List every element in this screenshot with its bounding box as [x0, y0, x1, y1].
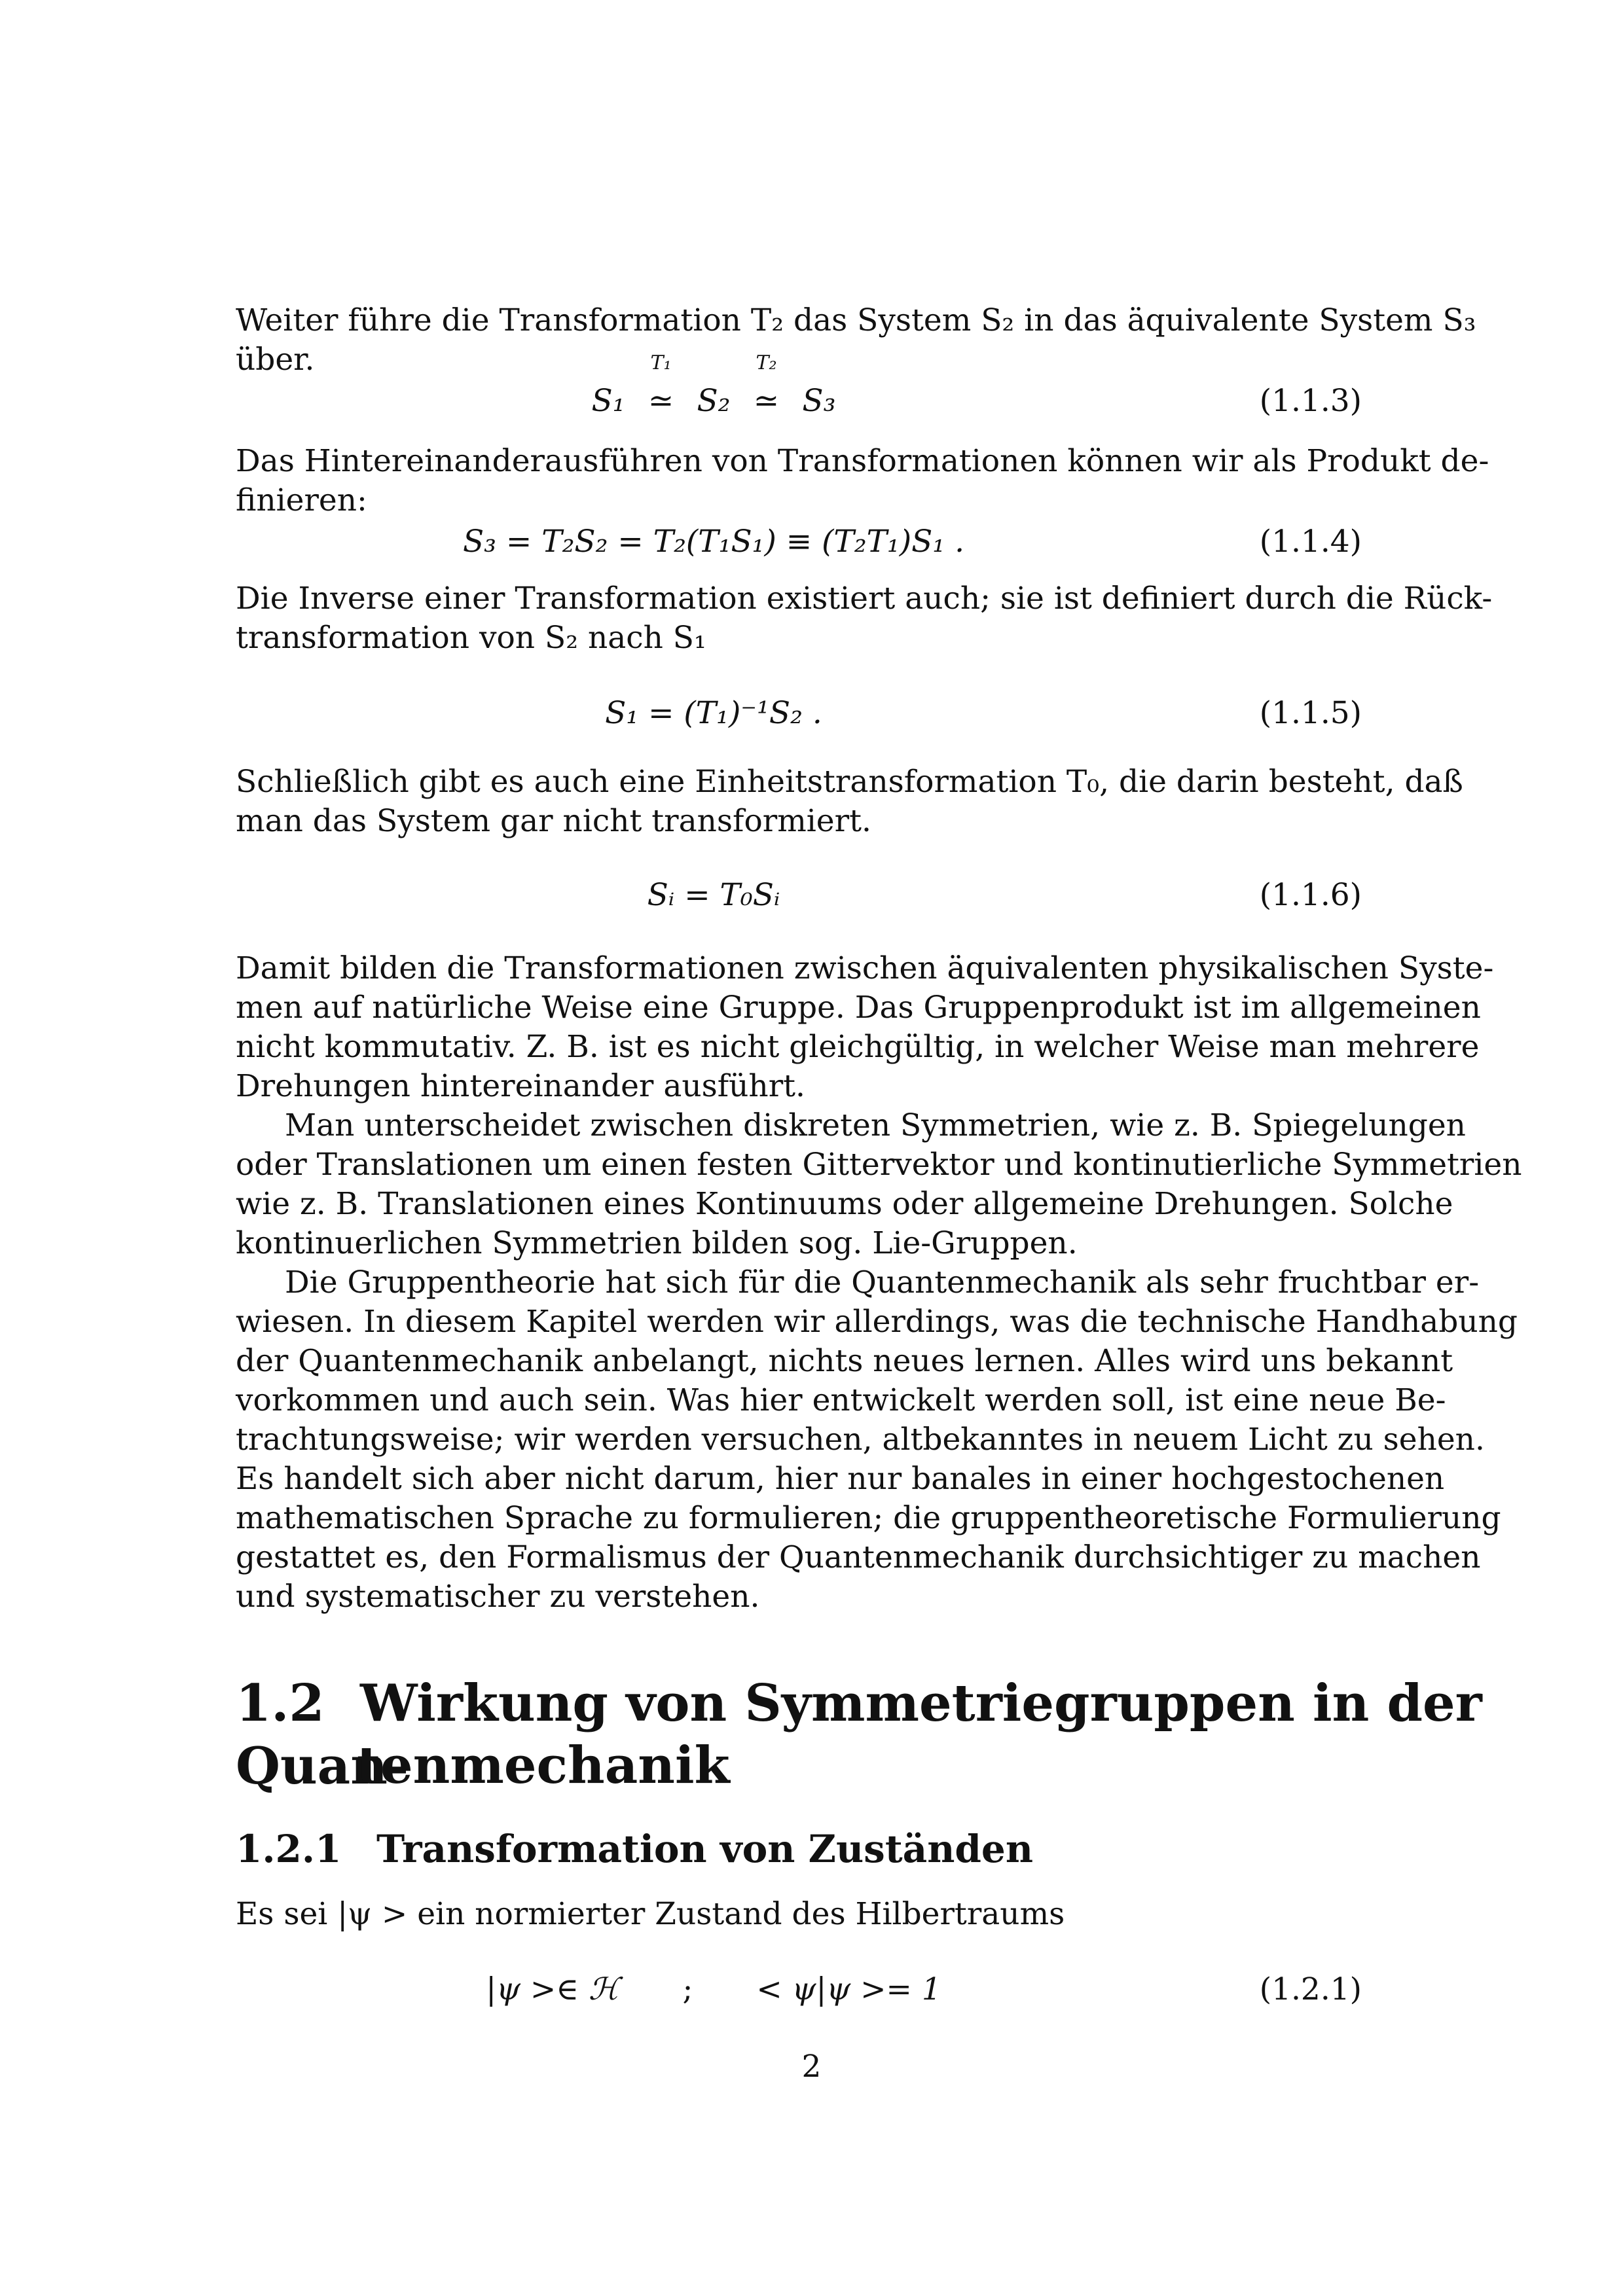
paragraph-line: men auf natürliche Weise eine Gruppe. Das Gruppenprodukt ist im allgemeinen	[236, 990, 1481, 1026]
paragraph-line: oder Translationen um einen festen Gittervektor und kontinutierliche Symmetrien	[236, 1147, 1522, 1183]
paragraph-line: Drehungen hintereinander ausführt.	[236, 1068, 805, 1104]
equation-1-1-3: S₁ T₁ ≃ S₂ T₂ ≃ S₃ (1.1.3)	[236, 378, 1362, 424]
paragraph-line: Man unterscheidet zwischen diskreten Symmetrien, wie z. B. Spiegelungen	[285, 1107, 1466, 1143]
paragraph-line: Schließlich gibt es auch eine Einheitstransformation T₀, die darin besteht, daß	[236, 764, 1463, 800]
paragraph-line: Es handelt sich aber nicht darum, hier nur banales in einer hochgestochenen	[236, 1461, 1445, 1497]
paragraph-line: Damit bilden die Transformationen zwischen äquivalenten physikalischen Syste-	[236, 950, 1494, 986]
equation-number: (1.1.3)	[1259, 383, 1362, 419]
paragraph-line: Die Inverse einer Transformation existiert auch; sie ist definiert durch die Rück-	[236, 581, 1493, 617]
section-number: 1.2	[236, 1674, 325, 1733]
section-title: Wirkung von Symmetriegruppen in der Quan-	[236, 1674, 1482, 1796]
subsection-title: Transformation von Zuständen	[376, 1827, 1033, 1871]
equation-number: (1.1.5)	[1259, 695, 1362, 731]
paragraph-line: der Quantenmechanik anbelangt, nichts neues lernen. Alles wird uns bekannt	[236, 1343, 1453, 1379]
paragraph-line: und systematischer zu verstehen.	[236, 1579, 760, 1615]
paragraph-line: man das System gar nicht transformiert.	[236, 803, 871, 839]
subsection-number: 1.2.1	[236, 1827, 342, 1871]
paragraph-line: transformation von S₂ nach S₁	[236, 620, 706, 656]
paragraph-line: finieren:	[236, 482, 367, 518]
paragraph-line: trachtungsweise; wir werden versuchen, altbekanntes in neuem Licht zu sehen.	[236, 1422, 1485, 1458]
equation-1-1-4: S₃ = T₂S₂ = T₂(T₁S₁) ≡ (T₂T₁)S₁ . (1.1.4)	[236, 519, 1362, 565]
paragraph-line: kontinuerlichen Symmetrien bilden sog. Lie-Gruppen.	[236, 1225, 1078, 1261]
paragraph-line: Das Hintereinanderausführen von Transformationen können wir als Produkt de-	[236, 443, 1489, 479]
paragraph-line: wiesen. In diesem Kapitel werden wir allerdings, was die technische Handhabung	[236, 1304, 1518, 1340]
paragraph-line: Die Gruppentheorie hat sich für die Quantenmechanik als sehr fruchtbar er-	[285, 1265, 1480, 1300]
paragraph-line: Es sei |ψ > ein normierter Zustand des Hilbertraums	[236, 1896, 1065, 1932]
paragraph-line: über.	[236, 342, 315, 378]
paragraph-line: nicht kommutativ. Z. B. ist es nicht gleichgültig, in welcher Weise man mehrere	[236, 1029, 1480, 1065]
equation-1-1-5: S₁ = (T₁)⁻¹S₂ . (1.1.5)	[236, 691, 1362, 736]
paragraph-line: Weiter führe die Transformation T₂ das System S₂ in das äquivalente System S₃	[236, 302, 1476, 338]
page-number: 2	[801, 2049, 822, 2085]
equation-number: (1.1.6)	[1259, 877, 1362, 913]
equation-1-1-6: Sᵢ = T₀Sᵢ (1.1.6)	[236, 872, 1362, 918]
section-title-continuation: tenmechanik	[357, 1736, 730, 1795]
paragraph-line: wie z. B. Translationen eines Kontinuums oder allgemeine Drehungen. Solche	[236, 1186, 1453, 1222]
equation-number: (1.2.1)	[1259, 1971, 1362, 2007]
equation-1-2-1: |ψ >∈ ℋ ; < ψ|ψ >= 1 (1.2.1)	[236, 1967, 1362, 2013]
equation-number: (1.1.4)	[1259, 524, 1362, 560]
paragraph-line: gestattet es, den Formalismus der Quantenmechanik durchsichtiger zu machen	[236, 1539, 1481, 1575]
paragraph-line: mathematischen Sprache zu formulieren; die gruppentheoretische Formulierung	[236, 1500, 1501, 1536]
subsection-heading	[236, 1826, 1033, 1872]
paragraph-line: vorkommen und auch sein. Was hier entwickelt werden soll, ist eine neue Be-	[236, 1382, 1446, 1418]
